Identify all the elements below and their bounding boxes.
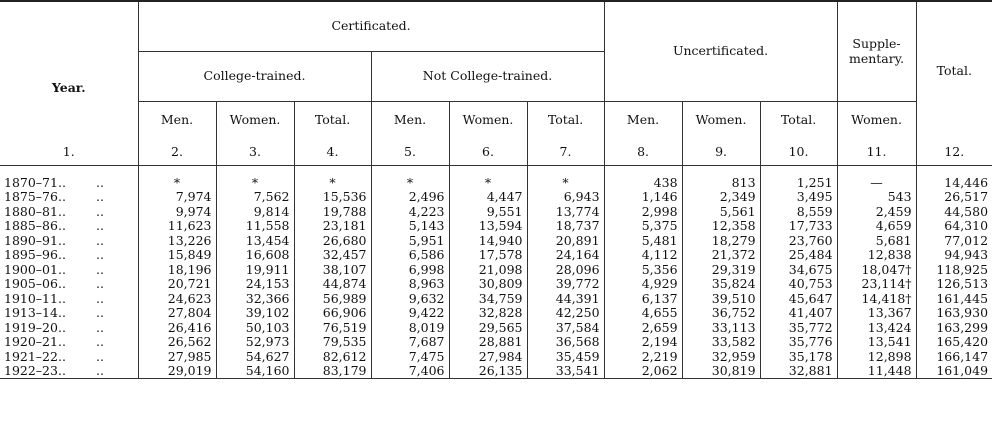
cell-value: 6,943 [527,190,604,205]
header-certificated: Certificated. [138,1,604,51]
cell-value: 2,659 [604,321,682,336]
cell-value: 29,019 [138,364,216,379]
table-row [0,364,992,379]
cell-value: 5,356 [604,263,682,278]
cell-value: * [449,176,527,191]
header-year-spacer [0,101,138,139]
row-leader-dots: .. [80,248,138,263]
cell-value: 18,279 [682,234,760,249]
cell-value: 2,496 [371,190,449,205]
cell-value: 1,251 [760,176,837,191]
cell-value: 50,103 [216,321,294,336]
row-year: 1870–71.. [4,174,66,190]
cell-value: 17,733 [760,219,837,234]
cell-value: 7,562 [216,190,294,205]
cell-value: 41,407 [760,306,837,321]
cell-value: 79,535 [294,335,371,350]
cell-value: 25,484 [760,248,837,263]
cell-value: * [371,176,449,191]
row-year: 1885–86.. [4,218,66,234]
cell-value: 13,424 [837,321,916,336]
cell-value: 23,114† [837,277,916,292]
row-year: 1910–11.. [4,290,66,306]
row-leader-dots: .. [80,364,138,379]
header-women: Women. [216,101,294,139]
cell-value: 27,985 [138,350,216,365]
cell-value: 28,881 [449,335,527,350]
cell-value: 82,612 [294,350,371,365]
cell-value: 56,989 [294,292,371,307]
table-row [0,205,992,220]
row-leader-dots: .. [80,306,138,321]
cell-value: 161,049 [916,364,992,379]
header-women: Women. [837,101,916,139]
header-uncertificated: Uncertificated. [604,1,837,101]
cell-value: 26,416 [138,321,216,336]
cell-value: 9,814 [216,205,294,220]
cell-value: 32,366 [216,292,294,307]
header-women: Women. [682,101,760,139]
row-year: 1905–06.. [4,276,66,292]
header-total: Total. [916,1,992,139]
column-number: 3. [216,139,294,165]
cell-value: 35,824 [682,277,760,292]
header-women: Women. [449,101,527,139]
cell-value: 2,194 [604,335,682,350]
row-year: 1875–76.. [4,189,66,205]
cell-value: 26,680 [294,234,371,249]
row-leader-dots: .. [80,234,138,249]
table-row [0,190,992,205]
header-not-college-trained: Not College-trained. [371,51,604,101]
table-row [0,350,992,365]
column-number: 12. [916,139,992,165]
cell-value: 7,406 [371,364,449,379]
cell-value: 4,447 [449,190,527,205]
cell-value: 44,391 [527,292,604,307]
cell-value: 24,623 [138,292,216,307]
cell-value: 19,911 [216,263,294,278]
column-number: 6. [449,139,527,165]
cell-value: 21,098 [449,263,527,278]
row-leader-dots: .. [80,219,138,234]
cell-value: 64,310 [944,218,989,234]
cell-value: 5,561 [682,205,760,220]
cell-value: 6,586 [371,248,449,263]
cell-value: 52,973 [216,335,294,350]
cell-value: 13,774 [527,205,604,220]
header-year: Year. [0,1,138,101]
header-men: Men. [604,101,682,139]
row-year: 1920–21.. [4,334,66,350]
header-subtotal: Total. [760,101,837,139]
cell-value: * [216,176,294,191]
column-number: 11. [837,139,916,165]
cell-value: * [527,176,604,191]
cell-value: 94,943 [944,247,989,263]
header-subtotal: Total. [294,101,371,139]
table-row [0,219,992,234]
cell-value: 118,925 [936,261,989,277]
cell-value: 38,107 [294,263,371,278]
table-row [0,234,992,249]
cell-value: 30,819 [682,364,760,379]
cell-value: 39,772 [527,277,604,292]
cell-value: 20,721 [138,277,216,292]
cell-value: 32,828 [449,306,527,321]
table-row [0,292,992,307]
table-row [0,263,992,278]
table-row [0,176,992,191]
cell-value: 33,113 [682,321,760,336]
column-number: 2. [138,139,216,165]
cell-value: 39,102 [216,306,294,321]
cell-value: 36,752 [682,306,760,321]
column-number: 1. [0,139,138,165]
row-leader-dots: .. [80,190,138,205]
cell-value: 2,459 [837,205,916,220]
cell-value: 13,594 [449,219,527,234]
cell-value: 17,578 [449,248,527,263]
cell-value: 163,299 [936,319,989,335]
cell-value: 42,250 [527,306,604,321]
cell-value: 9,422 [371,306,449,321]
column-number: 7. [527,139,604,165]
cell-value: 36,568 [527,335,604,350]
cell-value: 13,367 [837,306,916,321]
cell-value: 15,536 [294,190,371,205]
cell-value: 26,517 [944,189,989,205]
row-leader-dots: .. [80,321,138,336]
table-header [0,1,992,176]
table-row [0,306,992,321]
cell-value: 3,495 [760,190,837,205]
table-row [0,248,992,263]
cell-value: 9,974 [138,205,216,220]
cell-value: 24,153 [216,277,294,292]
cell-value: 35,772 [760,321,837,336]
cell-value: 34,759 [449,292,527,307]
cell-value: 26,135 [449,364,527,379]
column-number: 5. [371,139,449,165]
cell-value: 26,562 [138,335,216,350]
cell-value: 12,358 [682,219,760,234]
column-number: 8. [604,139,682,165]
cell-value: 5,481 [604,234,682,249]
header-supplementary: Supple- mentary. [837,1,916,101]
cell-value: 14,940 [449,234,527,249]
cell-value: 438 [604,176,682,191]
cell-value: 14,446 [944,174,989,190]
column-number: 10. [760,139,837,165]
cell-value: 24,164 [527,248,604,263]
cell-value: 2,219 [604,350,682,365]
row-leader-dots: .. [80,277,138,292]
cell-value: 5,951 [371,234,449,249]
cell-value: 32,881 [760,364,837,379]
row-year: 1921–22.. [4,348,66,364]
cell-value: 45,647 [760,292,837,307]
cell-value: 4,223 [371,205,449,220]
cell-value: 35,459 [527,350,604,365]
header-men: Men. [371,101,449,139]
row-leader-dots: .. [80,335,138,350]
cell-value: 39,510 [682,292,760,307]
cell-value: 66,906 [294,306,371,321]
cell-value: 18,737 [527,219,604,234]
cell-value: 13,454 [216,234,294,249]
cell-value: 2,998 [604,205,682,220]
cell-value: 4,655 [604,306,682,321]
cell-value: 33,582 [682,335,760,350]
cell-value: 18,047† [837,263,916,278]
cell-value: 44,580 [944,203,989,219]
cell-value: — [837,176,916,191]
cell-value: 21,372 [682,248,760,263]
cell-value: 1,146 [604,190,682,205]
row-year: 1895–96.. [4,247,66,263]
cell-value: 9,551 [449,205,527,220]
cell-value: 11,448 [837,364,916,379]
cell-value: 8,559 [760,205,837,220]
cell-value: 18,196 [138,263,216,278]
cell-value: 35,776 [760,335,837,350]
row-leader-dots: .. [80,205,138,220]
cell-value: * [294,176,371,191]
column-number: 9. [682,139,760,165]
cell-value: 126,513 [936,276,989,292]
cell-value: 77,012 [944,232,989,248]
cell-value: 35,178 [760,350,837,365]
cell-value: 30,809 [449,277,527,292]
cell-value: 16,608 [216,248,294,263]
cell-value: 40,753 [760,277,837,292]
cell-value: 8,019 [371,321,449,336]
cell-value: 6,998 [371,263,449,278]
cell-value: 32,457 [294,248,371,263]
cell-value: 29,319 [682,263,760,278]
row-year: 1919–20.. [4,319,66,335]
cell-value: 32,959 [682,350,760,365]
cell-value: 11,623 [138,219,216,234]
cell-value: 4,112 [604,248,682,263]
cell-value: 44,874 [294,277,371,292]
cell-value: 161,445 [936,290,989,306]
cell-value: 28,096 [527,263,604,278]
cell-value: 14,418† [837,292,916,307]
table-row [0,277,992,292]
cell-value: 19,788 [294,205,371,220]
row-year: 1890–91.. [4,232,66,248]
cell-value: 4,659 [837,219,916,234]
cell-value: 33,541 [527,364,604,379]
cell-value: 12,898 [837,350,916,365]
cell-value: 165,420 [936,334,989,350]
row-year: 1900–01.. [4,261,66,277]
column-number: 4. [294,139,371,165]
header-subtotal: Total. [527,101,604,139]
row-year: 1913–14.. [4,305,66,321]
row-leader-dots: .. [80,176,138,191]
table-row [0,335,992,350]
cell-value: 20,891 [527,234,604,249]
cell-value: 11,558 [216,219,294,234]
cell-value: 813 [682,176,760,191]
cell-value: 6,137 [604,292,682,307]
cell-value: 27,804 [138,306,216,321]
cell-value: 29,565 [449,321,527,336]
cell-value: 7,687 [371,335,449,350]
cell-value: 7,974 [138,190,216,205]
table-row [0,321,992,336]
header-men: Men. [138,101,216,139]
cell-value: 54,627 [216,350,294,365]
row-leader-dots: .. [80,292,138,307]
row-leader-dots: .. [80,263,138,278]
cell-value: 23,181 [294,219,371,234]
cell-value: 166,147 [936,348,989,364]
cell-value: 5,375 [604,219,682,234]
cell-value: 83,179 [294,364,371,379]
row-year: 1880–81.. [4,203,66,219]
cell-value: 34,675 [760,263,837,278]
cell-value: 76,519 [294,321,371,336]
cell-value: 23,760 [760,234,837,249]
cell-value: 27,984 [449,350,527,365]
cell-value: 13,226 [138,234,216,249]
cell-value: 8,963 [371,277,449,292]
cell-value: 9,632 [371,292,449,307]
row-year: 1922–23.. [0,364,80,379]
cell-value: 7,475 [371,350,449,365]
cell-value: 13,541 [837,335,916,350]
row-leader-dots: .. [80,350,138,365]
cell-value: 5,143 [371,219,449,234]
cell-value: 2,349 [682,190,760,205]
header-college-trained: College-trained. [138,51,371,101]
cell-value: 4,929 [604,277,682,292]
cell-value: 37,584 [527,321,604,336]
table-body [0,176,992,379]
cell-value: 15,849 [138,248,216,263]
cell-value: 5,681 [837,234,916,249]
cell-value: 543 [837,190,916,205]
cell-value: 12,838 [837,248,916,263]
cell-value: * [138,176,216,191]
cell-value: 2,062 [604,364,682,379]
cell-value: 163,930 [936,305,989,321]
cell-value: 54,160 [216,364,294,379]
